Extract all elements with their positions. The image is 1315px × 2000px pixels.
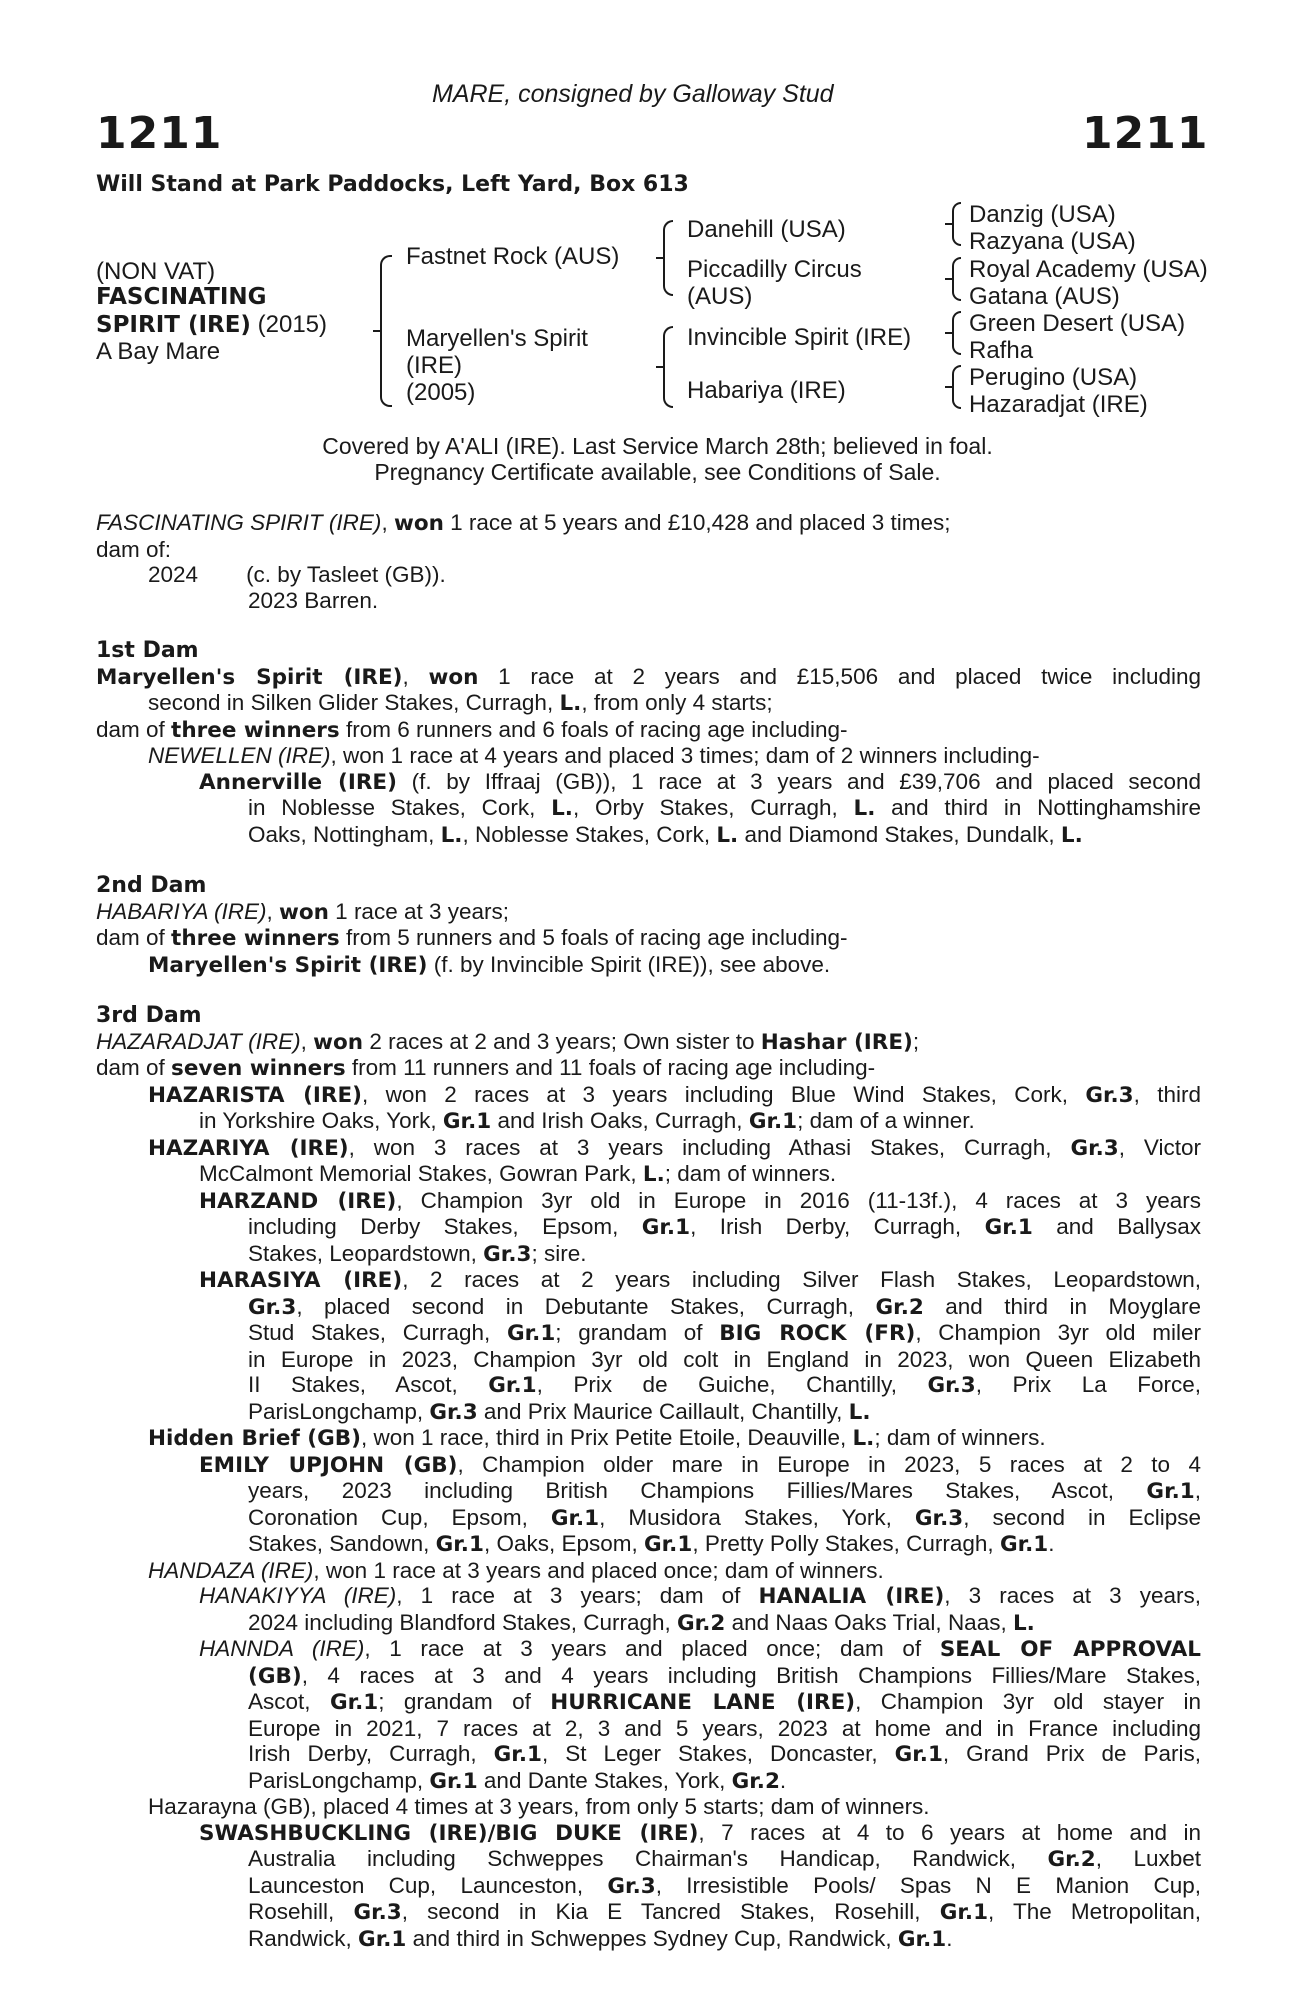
brace-g2 <box>952 257 961 301</box>
emily-upjohn-line1: EMILY UPJOHN (GB), Champion older mare in Europe in 2023, 5 races at 2 to 4 <box>199 1451 1202 1478</box>
harzand-line2: including Derby Stakes, Epsom, Gr.1, Irish Derby, Curragh, Gr.1 and Ballysax <box>248 1214 1201 1240</box>
second-dam-line1: HABARIYA (IRE), won 1 race at 3 years; <box>96 898 510 925</box>
pedigree-gg6: Rafha <box>969 337 1034 364</box>
pedigree-dam-sire: Invincible Spirit (IRE) <box>687 324 912 351</box>
horse-name-line2: SPIRIT (IRE) (2015) <box>96 311 327 338</box>
pedigree-gg1: Danzig (USA) <box>969 201 1116 228</box>
second-dam-heading: 2nd Dam <box>96 873 207 898</box>
hazariya-line2: McCalmont Memorial Stakes, Gowran Park, L.; dam of winners. <box>199 1161 837 1187</box>
brace-g4 <box>952 365 961 409</box>
hazarayna-line: Hazarayna (GB), placed 4 times at 3 years, from only 5 starts; dam of winners. <box>148 1794 930 1819</box>
covered-line2: Pregnancy Certificate available, see Conditions of Sale. <box>374 459 941 485</box>
brace-sire-line <box>663 220 673 296</box>
brace-g3 <box>952 311 961 355</box>
third-dam-heading: 3rd Dam <box>96 1003 202 1028</box>
pedigree-gg7: Perugino (USA) <box>969 364 1138 391</box>
handaza-line: HANDAZA (IRE), won 1 race at 3 years and placed once; dam of winners. <box>148 1557 884 1583</box>
second-dam-line3: Maryellen's Spirit (IRE) (f. by Invincible Spirit (IRE)), see above. <box>148 951 831 978</box>
pedigree-sire-sire: Danehill (USA) <box>687 216 846 243</box>
hanakiyya-line2: 2024 including Blandford Stakes, Curragh, Gr.2 and Naas Oaks Trial, Naas, L. <box>248 1609 1035 1636</box>
pedigree-sire-dam-l1: Piccadilly Circus <box>687 256 862 283</box>
pedigree-gg5: Green Desert (USA) <box>969 310 1186 337</box>
pedigree-sire-dam-l2: (AUS) <box>687 283 753 310</box>
swashbuckling-line5: Randwick, Gr.1 and third in Schweppes Sydney Cup, Randwick, Gr.1. <box>248 1925 953 1952</box>
first-dam-heading: 1st Dam <box>96 638 199 663</box>
horse-description: A Bay Mare <box>96 338 221 365</box>
produce-2023: 2023 Barren. <box>248 587 379 613</box>
hazariya-line1: HAZARIYA (IRE), won 3 races at 3 years including Athasi Stakes, Curragh, Gr.3, Victor <box>148 1134 1201 1161</box>
hidden-brief-line: Hidden Brief (GB), won 1 race, third in Prix Petite Etoile, Deauville, L.; dam of winners. <box>148 1425 1046 1451</box>
first-dam-line3: dam of three winners from 6 runners and 6 foals of racing age including- <box>96 716 848 743</box>
lot-number-right: 1211 <box>1082 108 1209 159</box>
lot-number-left: 1211 <box>96 108 223 159</box>
swashbuckling-line3: Launceston Cup, Launceston, Gr.3, Irresistible Pools/ Spas N E Manion Cup, <box>248 1872 1201 1899</box>
pedigree-gg3: Royal Academy (USA) <box>969 256 1208 283</box>
swashbuckling-line1: SWASHBUCKLING (IRE)/BIG DUKE (IRE), 7 races at 4 to 6 years at home and in <box>199 1819 1201 1846</box>
first-dam-line1: Maryellen's Spirit (IRE), won 1 race at 2 years and £15,506 and placed twice including <box>96 663 1201 690</box>
emily-upjohn-line3: Coronation Cup, Epsom, Gr.1, Musidora Stakes, York, Gr.3, second in Eclipse <box>248 1504 1201 1531</box>
consignor-line: MARE, consigned by Galloway Stud <box>432 80 834 108</box>
harasiya-line5: II Stakes, Ascot, Gr.1, Prix de Guiche, Chantilly, Gr.3, Prix La Force, <box>248 1372 1202 1398</box>
third-dam-line1: HAZARADJAT (IRE), won 2 races at 2 and 3 years; Own sister to Hashar (IRE); <box>96 1028 920 1055</box>
newellen-line: NEWELLEN (IRE), won 1 race at 4 years and placed 3 times; dam of 2 winners including- <box>148 743 1040 768</box>
emily-upjohn-line4: Stakes, Sandown, Gr.1, Oaks, Epsom, Gr.1, Pretty Polly Stakes, Curragh, Gr.1. <box>248 1531 1055 1557</box>
first-dam-line2: second in Silken Glider Stakes, Curragh, L., from only 4 starts; <box>148 690 773 716</box>
hannda-line6: ParisLongchamp, Gr.1 and Dante Stakes, York, Gr.2. <box>248 1767 787 1794</box>
hanakiyya-line1: HANAKIYYA (IRE), 1 race at 3 years; dam of HANALIA (IRE), 3 races at 3 years, <box>199 1583 1201 1609</box>
vat-status: (NON VAT) <box>96 258 216 285</box>
pedigree-dam-l1: Maryellen's Spirit <box>406 325 588 352</box>
harasiya-line4: in Europe in 2023, Champion 3yr old colt in England in 2023, won Queen Elizabeth <box>248 1346 1201 1372</box>
produce-2024: 2024 (c. by Tasleet (GB)). <box>148 562 446 587</box>
hannda-line3: Ascot, Gr.1; grandam of HURRICANE LANE (IRE), Champion 3yr old stayer in <box>248 1689 1202 1715</box>
harasiya-line1: HARASIYA (IRE), 2 races at 2 years including Silver Flash Stakes, Leopardstown, <box>199 1267 1202 1293</box>
swashbuckling-line4: Rosehill, Gr.3, second in Kia E Tancred Stakes, Rosehill, Gr.1, The Metropolitan, <box>248 1899 1202 1925</box>
harasiya-line3: Stud Stakes, Curragh, Gr.1; grandam of BIG ROCK (FR), Champion 3yr old miler <box>248 1320 1202 1346</box>
hazarista-line1: HAZARISTA (IRE), won 2 races at 3 years including Blue Wind Stakes, Cork, Gr.3, third <box>148 1081 1201 1108</box>
pedigree-dam-l2: (IRE) <box>406 352 462 379</box>
harzand-line1: HARZAND (IRE), Champion 3yr old in Europe in 2016 (11-13f.), 4 races at 3 years <box>199 1187 1202 1214</box>
harasiya-line2: Gr.3, placed second in Debutante Stakes, Curragh, Gr.2 and third in Moyglare <box>248 1293 1201 1320</box>
covered-notice <box>0 433 1315 485</box>
second-dam-line2: dam of three winners from 5 runners and 5 foals of racing age including- <box>96 925 848 951</box>
annerville-line3: Oaks, Nottingham, L., Noblesse Stakes, Cork, L. and Diamond Stakes, Dundalk, L. <box>248 821 1083 848</box>
harasiya-line6: ParisLongchamp, Gr.3 and Prix Maurice Caillault, Chantilly, L. <box>248 1398 871 1425</box>
mare-record: FASCINATING SPIRIT (IRE), won 1 race at 5 years and £10,428 and placed 3 times; <box>96 510 951 536</box>
stand-location: Will Stand at Park Paddocks, Left Yard, Box 613 <box>96 172 689 197</box>
pedigree-gg4: Gatana (AUS) <box>969 283 1120 310</box>
covered-line1: Covered by A'ALI (IRE). Last Service March 28th; believed in foal. <box>322 433 993 459</box>
horse-name-line1: FASCINATING <box>96 284 267 310</box>
catalogue-text <box>96 510 1201 1952</box>
swashbuckling-line2: Australia including Schweppes Chairman's Handicap, Randwick, Gr.2, Luxbet <box>248 1846 1202 1872</box>
brace-g1 <box>952 202 961 246</box>
hazarista-line2: in Yorkshire Oaks, York, Gr.1 and Irish Oaks, Curragh, Gr.1; dam of a winner. <box>199 1108 975 1134</box>
hannda-line5: Irish Derby, Curragh, Gr.1, St Leger Stakes, Doncaster, Gr.1, Grand Prix de Paris, <box>248 1741 1201 1767</box>
emily-upjohn-line2: years, 2023 including British Champions Fillies/Mares Stakes, Ascot, Gr.1, <box>248 1478 1201 1504</box>
pedigree-sire: Fastnet Rock (AUS) <box>406 243 620 270</box>
pedigree-gg8: Hazaradjat (IRE) <box>969 391 1148 418</box>
pedigree-gg2: Razyana (USA) <box>969 228 1136 255</box>
annerville-line2: in Noblesse Stakes, Cork, L., Orby Stakes, Curragh, L. and third in Nottinghamshire <box>248 795 1202 821</box>
third-dam-line2: dam of seven winners from 11 runners and 11 foals of racing age including- <box>96 1055 876 1081</box>
brace-dam-line <box>663 326 673 408</box>
hannda-line2: (GB), 4 races at 3 and 4 years including British Champions Fillies/Mare Stakes, <box>248 1662 1201 1689</box>
hannda-line4: Europe in 2021, 7 races at 2, 3 and 5 years, 2023 at home and in France including <box>248 1715 1201 1741</box>
harzand-line3: Stakes, Leopardstown, Gr.3; sire. <box>248 1240 587 1267</box>
hannda-line1: HANNDA (IRE), 1 race at 3 years and placed once; dam of SEAL OF APPROVAL <box>199 1636 1201 1662</box>
dam-of-label: dam of: <box>96 536 172 562</box>
pedigree-dam-dam: Habariya (IRE) <box>687 377 846 404</box>
pedigree-dam-l3: (2005) <box>406 379 476 406</box>
annerville-line1: Annerville (IRE) (f. by Iffraaj (GB)), 1 race at 3 years and £39,706 and placed second <box>199 768 1201 795</box>
brace-sire-dam <box>380 255 392 407</box>
